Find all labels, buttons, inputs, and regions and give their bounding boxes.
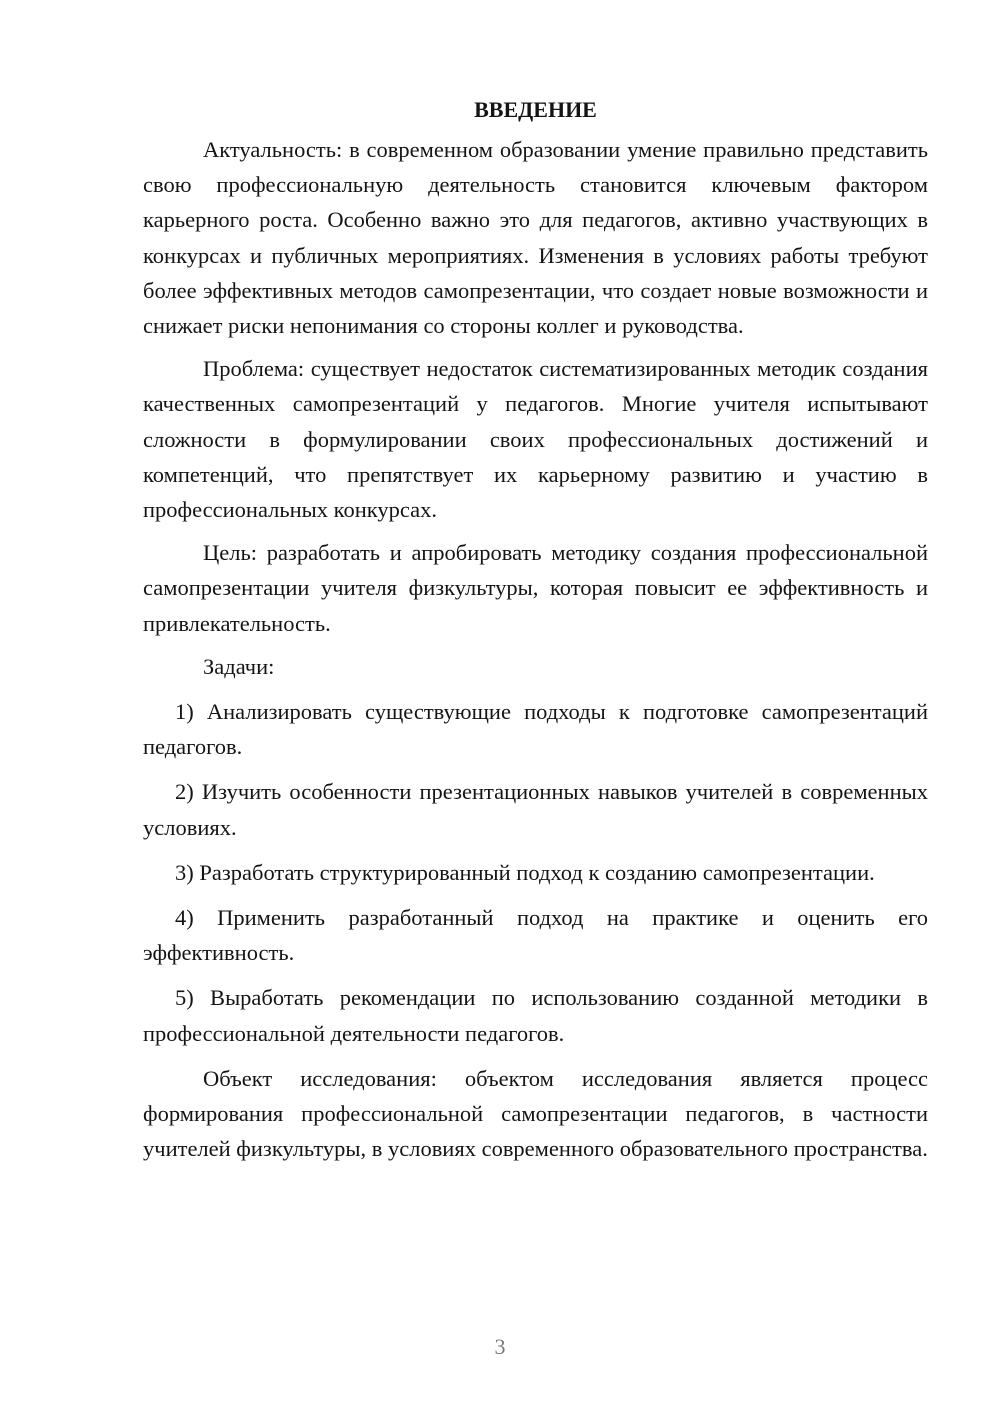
task-item: 4) Применить разработанный подход на практике и оценить его эффективность. xyxy=(143,905,928,966)
page-number: 3 xyxy=(494,1334,506,1359)
section-title: ВВЕДЕНИЕ xyxy=(474,97,597,122)
object-paragraph: Объект исследования: объектом исследования является процесс формирования профессиональной самопрезентации педагогов, в частности учителей физкультуры, в условиях современного образовательного пространства. xyxy=(143,1065,928,1162)
task-item: 1) Анализировать существующие подходы к подготовке самопрезентаций педагогов. xyxy=(143,699,928,760)
problem-paragraph: Проблема: существует недостаток систематизированных методик создания качественных самопрезентаций у педагогов. Многие учителя испытывают сложности в формулировании своих профессиональных достижений и компетенций, что препятствует их карьерному развитию и участию в профессиональных конкурсах. xyxy=(143,356,928,523)
task-item: 5) Выработать рекомендации по использованию созданной методики в профессиональной деятельности педагогов. xyxy=(143,985,928,1046)
goal-paragraph: Цель: разработать и апробировать методику создания профессиональной самопрезентации учителя физкультуры, которая повысит ее эффективность и привлекательность. xyxy=(143,540,928,636)
tasks-list xyxy=(143,694,928,1051)
task-item: 3) Разработать структурированный подход к созданию самопрезентации. xyxy=(175,859,875,885)
task-item: 2) Изучить особенности презентационных навыков учителей в современных условиях. xyxy=(143,779,928,840)
relevance-paragraph: Актуальность: в современном образовании умение правильно представить свою профессиональную деятельность становится ключевым фактором карьерного роста. Особенно важно это для педагогов, активно участвующих в конкурсах и публичных мероприятиях. Изменения в условиях работы требуют более эффективных методов самопрезентации, что создает новые возможности и снижает риски непонимания со стороны коллег и руководства. xyxy=(143,137,928,339)
document-page xyxy=(143,96,928,1174)
tasks-label: Задачи: xyxy=(203,653,275,679)
